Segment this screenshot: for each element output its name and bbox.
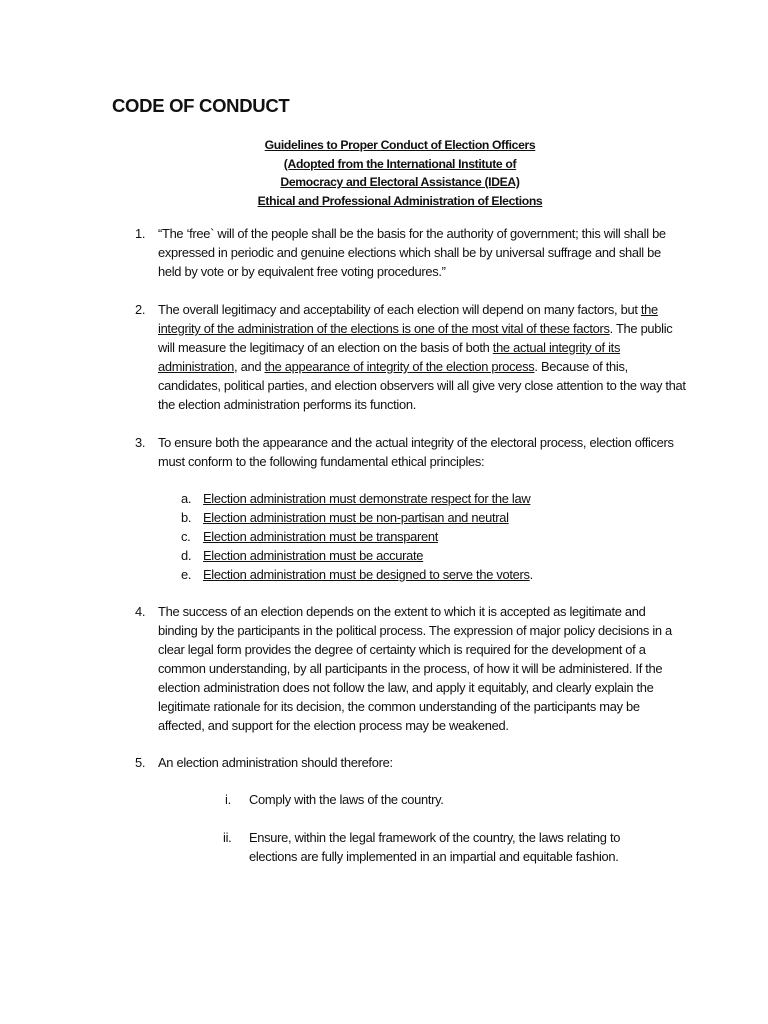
item-number: 2. xyxy=(135,302,146,317)
principle-punct: . xyxy=(529,567,533,582)
subtitle-line: Ethical and Professional Administration of Elections xyxy=(257,193,543,208)
item-number: 4. xyxy=(135,604,146,619)
principle-text: Election administration must be accurate xyxy=(203,548,424,563)
list-item-4 xyxy=(112,602,687,735)
principle-letter: a. xyxy=(181,491,192,506)
principle-letter: b. xyxy=(181,510,192,525)
duty-item xyxy=(112,828,621,866)
item-text: To ensure both the appearance and the actual integrity of the electoral process, election officers must conform to the following fundamental ethical principles: xyxy=(158,435,674,469)
principle-letter: c. xyxy=(181,529,191,544)
item-number: 1. xyxy=(135,226,146,241)
principle-letter: e. xyxy=(181,567,192,582)
list-item-5 xyxy=(112,753,687,866)
numbered-list xyxy=(112,224,687,866)
duty-text: Ensure, within the legal framework of the country, the laws relating to elections are fully implemented in an impartial and equitable fashion. xyxy=(249,830,621,864)
list-item-3 xyxy=(112,433,687,584)
duties-list xyxy=(112,790,687,866)
principle-text: Election administration must be non-partisan and neutral xyxy=(203,510,509,525)
item-text-segment: , and xyxy=(234,359,265,374)
item-text: An election administration should therefore: xyxy=(158,755,393,770)
principle-item xyxy=(112,565,687,584)
item-text-segment: . The public will measure the legitimacy of an election on the basis of both xyxy=(158,321,673,355)
underlined-phrase: the integrity of the administration of the elections is one of the most vital of these factors xyxy=(158,302,658,336)
principle-item xyxy=(112,546,687,565)
item-text: “The ‘free` will of the people shall be the basis for the authority of government; this will shall be expressed in periodic and genuine elections which shall be by universal suffrage and shall be held by vote or by equivalent free voting procedures.” xyxy=(158,226,666,279)
principle-text: Election administration must be designed to serve the voters xyxy=(203,567,530,582)
subtitle-block xyxy=(200,136,600,210)
item-text-segment: . Because of this, candidates, political parties, and election observers will all give very close attention to the way that the election administration performs its function. xyxy=(158,359,686,412)
principle-text: Election administration must demonstrate respect for the law xyxy=(203,491,531,506)
principles-list xyxy=(158,489,687,584)
principle-item xyxy=(112,527,687,546)
duty-item xyxy=(112,790,549,809)
subtitle-line: Democracy and Electoral Assistance (IDEA) xyxy=(280,175,520,189)
underlined-phrase: the appearance of integrity of the election process xyxy=(264,359,535,374)
item-number: 5. xyxy=(135,755,146,770)
list-item-2 xyxy=(112,300,687,414)
principle-item xyxy=(112,489,687,508)
item-text-segment: The overall legitimacy and acceptability of each election will depend on many factors, but xyxy=(158,302,641,317)
duty-numeral: ii. xyxy=(223,830,232,845)
principle-item xyxy=(112,508,687,527)
principle-text: Election administration must be transparent xyxy=(203,529,439,544)
duty-text: Comply with the laws of the country. xyxy=(249,792,444,807)
item-number: 3. xyxy=(135,435,146,450)
duty-numeral: i. xyxy=(225,792,231,807)
item-text: The success of an election depends on the extent to which it is accepted as legitimate and binding by the participants in the political process. The expression of major policy decisions in a clear legal form provides the degree of certainty which is required for the development of a common understanding, by all participants in the process, of how it will be administered. If the election administration does not follow the law, and apply it equitably, and clearly explain the legitimate rationale for its decision, the common understanding of the participants may be affected, and support for the election process may be weakened. xyxy=(158,604,672,733)
subtitle-line: Guidelines to Proper Conduct of Election Officers xyxy=(264,138,536,152)
underlined-phrase: the actual integrity of its administration xyxy=(158,340,621,374)
document-title: CODE OF CONDUCT xyxy=(112,95,290,116)
subtitle-line: (Adopted from the International Institute of xyxy=(283,156,517,171)
list-item-1 xyxy=(112,224,687,281)
principle-letter: d. xyxy=(181,548,192,563)
